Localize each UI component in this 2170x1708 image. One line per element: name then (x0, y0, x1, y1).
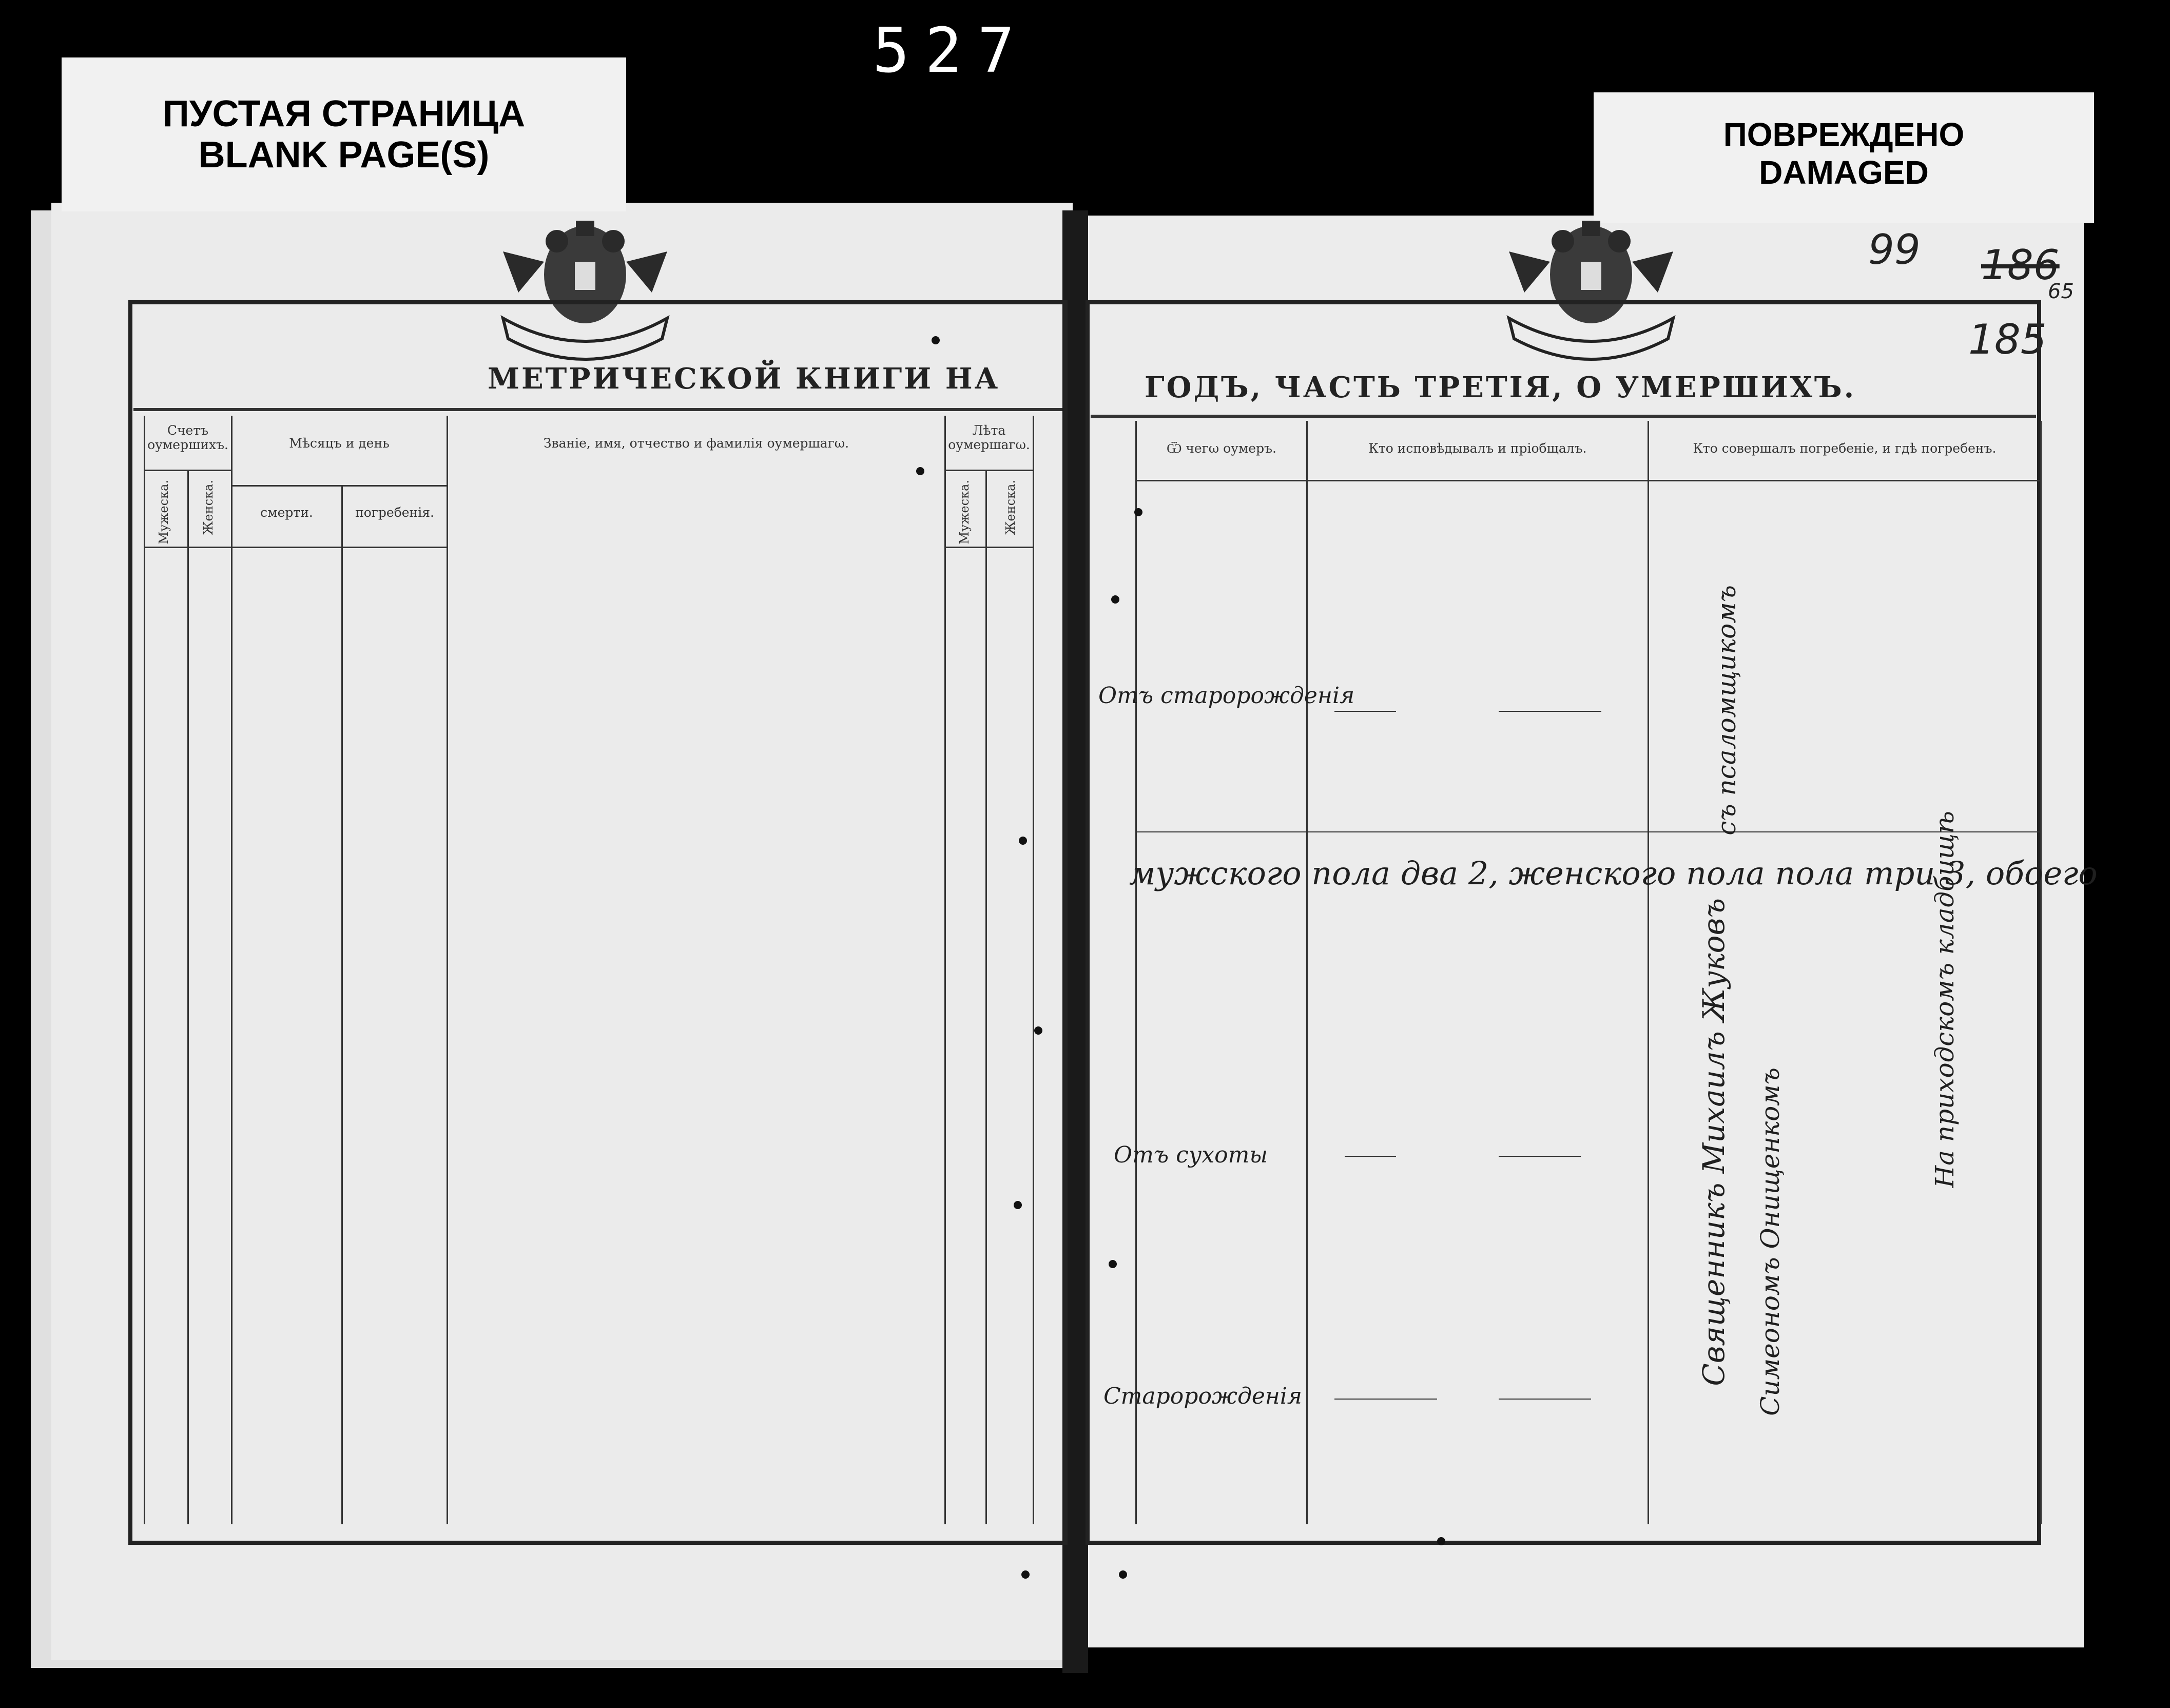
col-line (985, 470, 987, 1524)
col-line (1648, 421, 1649, 1524)
binding-hole (1111, 595, 1119, 604)
col-line (1306, 421, 1308, 1524)
binding-hole (1014, 1201, 1022, 1209)
sticker-line-ru: ПУСТАЯ СТРАНИЦА (162, 93, 526, 134)
sticker-line-en: BLANK PAGE(S) (198, 134, 490, 176)
col-line (231, 416, 232, 1524)
row-line (231, 485, 447, 487)
row-line (944, 470, 1033, 471)
damaged-sticker (1594, 92, 2094, 223)
row-line (1135, 480, 2041, 481)
col-line (447, 416, 448, 1524)
binding-hole (916, 467, 924, 475)
page-number-stamp: 65 (2048, 280, 2074, 303)
dash (1499, 711, 1601, 712)
header-age: Лѣта оумершагω. (948, 423, 1030, 452)
row-line (144, 547, 447, 548)
handwritten-cause-1: Отъ старорожденія (1098, 683, 1355, 709)
header-cause: Ѿ чегω оумеръ. (1167, 441, 1276, 456)
header-confessor: Кто исповѣдывалъ и пріобщалъ. (1368, 441, 1587, 456)
header-count: Счетъ оумершихъ. (147, 423, 228, 452)
sticker-line-ru: ПОВРЕЖДЕНО (1723, 116, 1965, 153)
dash (1499, 1399, 1591, 1400)
binding-hole (1437, 1537, 1445, 1545)
binding-hole (1119, 1570, 1127, 1579)
binding-hole (1021, 1570, 1030, 1579)
page-number-new: 185 (1968, 316, 2047, 363)
handwritten-summary: мужского пола два 2, женского пола пола три 3, обоего (1129, 855, 2098, 892)
header-burial-by: Кто совершалъ погребеніе, и гдѣ погребенъ. (1693, 441, 1997, 456)
handwritten-cause-3: Старорожденія (1103, 1383, 1303, 1409)
dash (1334, 1399, 1437, 1400)
handwritten-cause-2: Отъ сухоты (1114, 1142, 1268, 1168)
row-line (144, 470, 231, 471)
page-title-left: МЕТРИЧЕСКОЙ КНИГИ НА (488, 362, 1000, 396)
right-page-frame (1086, 300, 2041, 1545)
binding-hole (932, 336, 940, 344)
binding-hole (1034, 1026, 1042, 1035)
page-number-crossed: 186 (1981, 241, 2060, 289)
sticker-line-en: DAMAGED (1759, 154, 1929, 191)
row-line (944, 547, 1033, 548)
col-line (187, 470, 189, 1524)
header-month-day: Мѣсяцъ и день (289, 436, 390, 451)
col-line (944, 416, 946, 1524)
page-title-right: ГОДЪ, ЧАСТЬ ТРЕТІЯ, О УМЕРШИХЪ. (1145, 371, 1856, 404)
col-line (1135, 421, 1137, 1524)
header-death: смерти. (260, 505, 313, 520)
header-female: Женска. (201, 480, 216, 535)
col-line (2040, 421, 2042, 1524)
header-male: Мужеска. (157, 480, 171, 545)
dash (1499, 1156, 1581, 1157)
dash (1345, 1156, 1396, 1157)
dash (1334, 711, 1396, 712)
binding-hole (1019, 837, 1027, 845)
binding-hole (1134, 508, 1142, 516)
page-number-old: 99 (1868, 226, 1921, 274)
header-age-female: Женска. (1003, 480, 1018, 535)
header-burial: погребенія. (355, 505, 434, 520)
header-age-male: Мужеска. (957, 480, 972, 545)
col-line (1033, 416, 1034, 1524)
frame-number: 527 (873, 15, 1030, 87)
row-line (1135, 831, 2041, 832)
handwritten-priest-1b: съ псаломщикомъ (1712, 585, 1741, 836)
header-name: Званіе, имя, отчество и фамилія оумершагω. (543, 436, 849, 451)
rule (1091, 415, 2036, 418)
binding-hole (1109, 1260, 1117, 1268)
left-page-frame (128, 300, 1068, 1545)
handwritten-priest-2: Симеономъ Онищенкомъ (1755, 1068, 1785, 1416)
handwritten-priest-1: Священникъ Михаилъ Жуковъ (1696, 898, 1731, 1386)
blank-page-sticker (62, 57, 626, 211)
col-line (341, 485, 343, 1524)
rule (133, 408, 1062, 411)
handwritten-cemetery: На приходскомъ кладбищѣ (1930, 811, 1960, 1188)
col-line (144, 416, 145, 1524)
